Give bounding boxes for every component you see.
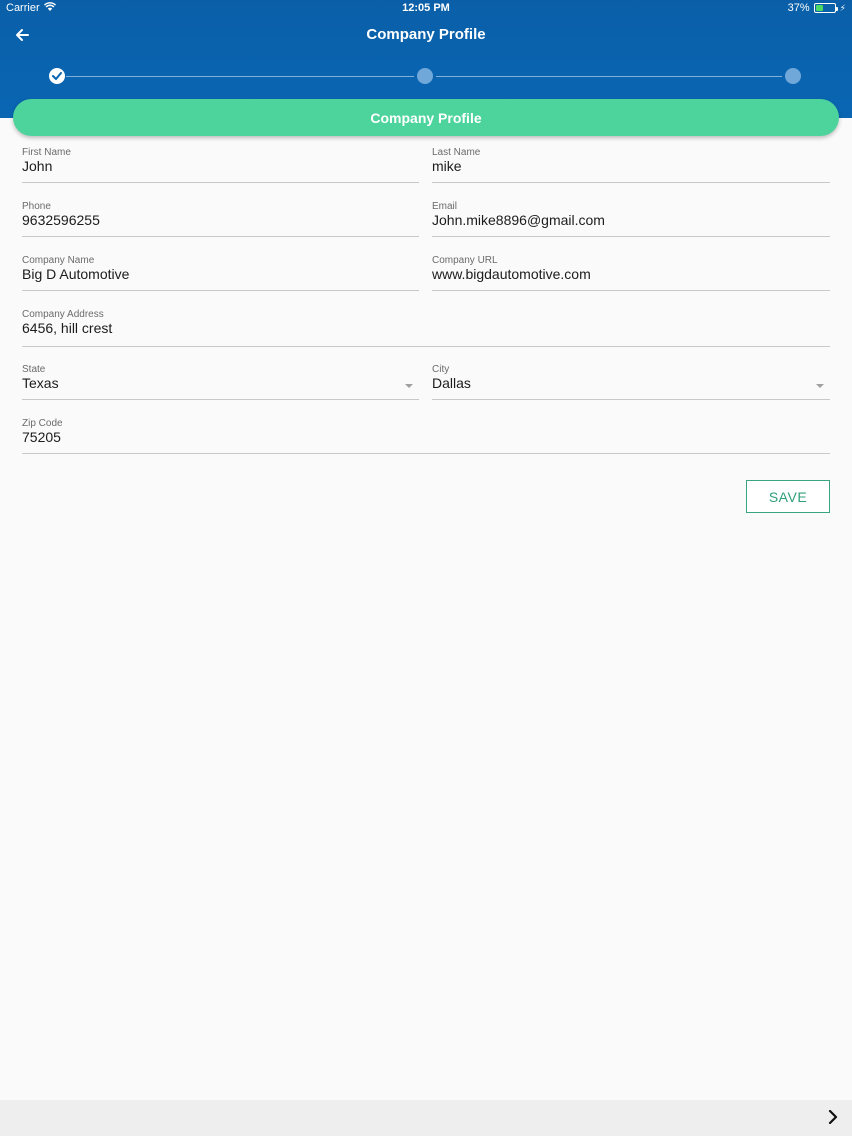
progress-stepper bbox=[0, 66, 852, 86]
company-name-value[interactable]: Big D Automotive bbox=[22, 266, 130, 282]
first-name-field[interactable] bbox=[22, 147, 419, 183]
step-connector bbox=[436, 76, 782, 77]
state-value[interactable]: Texas bbox=[22, 375, 59, 391]
page-title: Company Profile bbox=[366, 26, 486, 43]
last-name-value[interactable]: mike bbox=[432, 158, 462, 174]
last-name-field[interactable] bbox=[432, 147, 830, 183]
email-value[interactable]: John.mike8896@gmail.com bbox=[432, 212, 605, 228]
keyboard-accessory-bar bbox=[0, 1100, 852, 1136]
step-3 bbox=[785, 68, 801, 84]
chevron-down-icon[interactable] bbox=[405, 384, 413, 388]
company-address-label: Company Address bbox=[22, 309, 104, 320]
battery-icon bbox=[814, 3, 836, 13]
first-name-label: First Name bbox=[22, 147, 71, 158]
zip-code-field[interactable] bbox=[22, 418, 830, 454]
company-address-field[interactable] bbox=[22, 309, 830, 347]
save-button[interactable]: SAVE bbox=[746, 480, 830, 513]
phone-field[interactable] bbox=[22, 201, 419, 237]
step-2 bbox=[417, 68, 433, 84]
battery-percent: 37% bbox=[787, 2, 810, 14]
company-url-label: Company URL bbox=[432, 255, 498, 266]
email-label: Email bbox=[432, 201, 458, 212]
status-bar bbox=[0, 0, 852, 18]
city-dropdown[interactable] bbox=[432, 364, 830, 400]
charging-bolt-icon: ⚡ bbox=[839, 2, 846, 13]
city-value[interactable]: Dallas bbox=[432, 375, 471, 391]
section-header: Company Profile bbox=[13, 99, 839, 136]
zip-code-label: Zip Code bbox=[22, 418, 63, 429]
status-time: 12:05 PM bbox=[402, 2, 450, 14]
company-url-field[interactable] bbox=[432, 255, 830, 291]
step-connector bbox=[66, 76, 414, 77]
city-label: City bbox=[432, 364, 450, 375]
check-icon bbox=[52, 72, 62, 80]
email-field[interactable] bbox=[432, 201, 830, 237]
chevron-right-icon[interactable] bbox=[828, 1108, 838, 1129]
phone-label: Phone bbox=[22, 201, 51, 212]
company-name-field[interactable] bbox=[22, 255, 419, 291]
first-name-value[interactable]: John bbox=[22, 158, 53, 174]
chevron-down-icon[interactable] bbox=[816, 384, 824, 388]
zip-code-value[interactable]: 75205 bbox=[22, 429, 61, 445]
carrier-label: Carrier bbox=[6, 2, 40, 14]
state-label: State bbox=[22, 364, 46, 375]
state-dropdown[interactable] bbox=[22, 364, 419, 400]
company-url-value[interactable]: www.bigdautomotive.com bbox=[432, 266, 591, 282]
phone-value[interactable]: 9632596255 bbox=[22, 212, 100, 228]
last-name-label: Last Name bbox=[432, 147, 481, 158]
company-name-label: Company Name bbox=[22, 255, 95, 266]
battery-level bbox=[816, 5, 823, 11]
company-address-value[interactable]: 6456, hill crest bbox=[22, 320, 113, 336]
step-1-complete bbox=[49, 68, 65, 84]
